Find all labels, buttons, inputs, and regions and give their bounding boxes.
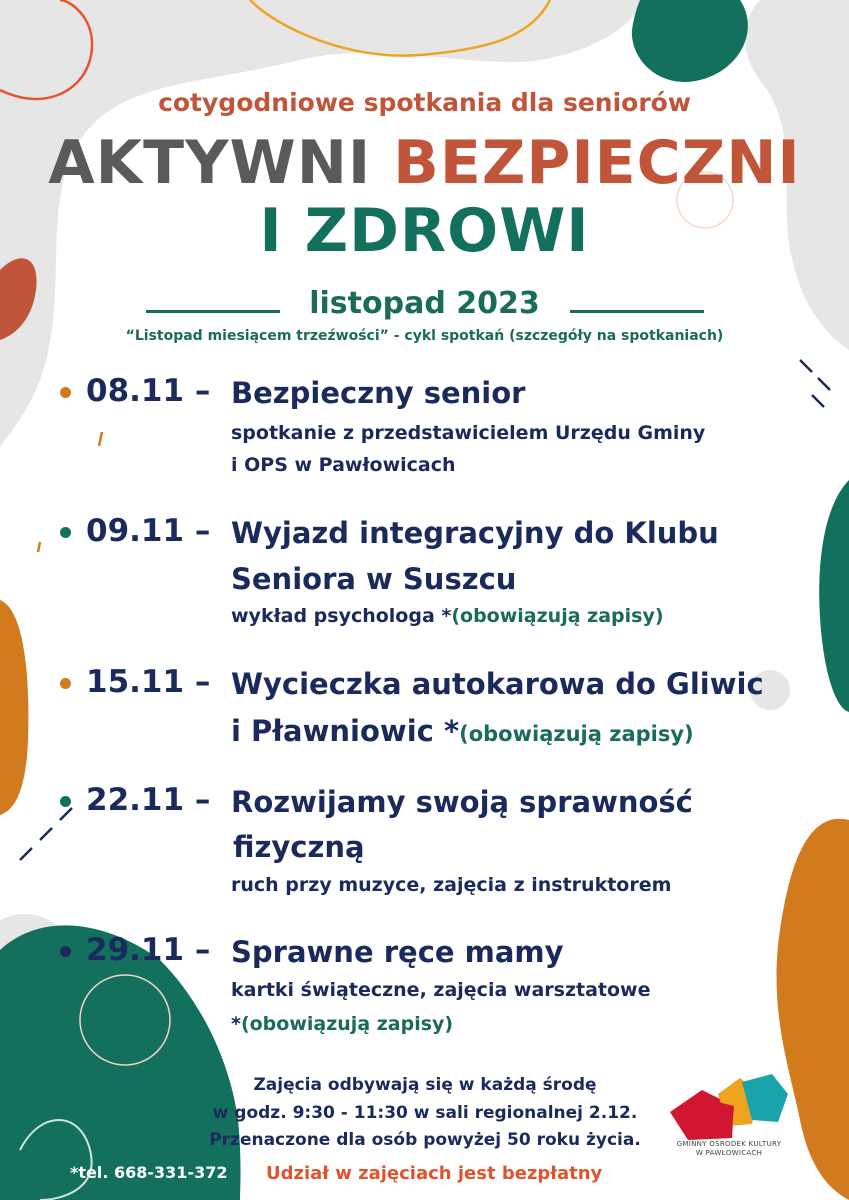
event-title: Sprawne ręce mamy [231, 935, 564, 969]
subtitle: cotygodniowe spotkania dla seniorów [158, 88, 691, 117]
signup-note: (obowiązują zapisy) [459, 722, 694, 746]
event-title: Bezpieczny senior [231, 376, 526, 410]
event-bullet [60, 387, 71, 398]
event-date: 09.11 – [86, 513, 211, 549]
month-note: “Listopad miesiącem trzeźwości” - cykl spotkań (szczegóły na spotkaniach) [125, 328, 724, 344]
footer-line: w godz. 9:30 - 11:30 w sali regionalnej 2.12. [212, 1103, 638, 1123]
logo-caption-line: GMINNY OŚRODEK KULTURY [676, 1140, 782, 1148]
free-entry-note: Udział w zajęciach jest bezpłatny [266, 1163, 603, 1184]
footer-line: Przenaczone dla osób powyżej 50 roku życia. [209, 1130, 641, 1150]
event-title: Rozwijamy swoją sprawność [231, 785, 693, 819]
event-description: i OPS w Pawłowicach [231, 454, 456, 476]
event-bullet [60, 946, 71, 957]
logo-caption-line: W PAWŁOWICACH [695, 1149, 763, 1157]
event-title-text: i Pławniowic * [231, 714, 460, 748]
event-title: Wycieczka autokarowa do Gliwic [231, 667, 764, 701]
phone-number: *tel. 668-331-372 [70, 1163, 228, 1182]
event-title: Wyjazd integracyjny do Klubu [231, 516, 719, 550]
event-description [231, 1013, 453, 1035]
event-title: fizyczną [233, 830, 365, 864]
signup-note: (obowiązują zapisy) [240, 1013, 454, 1035]
title-line-2: I ZDROWI [259, 196, 590, 266]
title-word-bezpieczni: BEZPIECZNI [393, 128, 801, 198]
event-date: 29.11 – [86, 932, 211, 968]
footer-line: Zajęcia odbywają się w każdą środę [253, 1075, 597, 1095]
event-date: 22.11 – [86, 782, 211, 818]
month-label: listopad 2023 [309, 286, 540, 321]
event-description: ruch przy muzyce, zajęcia z instruktorem [231, 874, 672, 896]
event-title: Seniora w Suszcu [231, 562, 517, 596]
event-date: 08.11 – [86, 373, 211, 409]
main-title [0, 128, 849, 198]
event-bullet [60, 678, 71, 689]
event-description-text: wykład psychologa * [231, 605, 452, 627]
logo-caption [666, 1140, 792, 1158]
event-description: kartki świąteczne, zajęcia warsztatowe [231, 979, 651, 1001]
title-word-aktywni: AKTYWNI [48, 128, 372, 198]
event-bullet [60, 796, 71, 807]
signup-note: (obowiązują zapisy) [451, 605, 664, 627]
event-description [231, 605, 664, 627]
event-title [231, 714, 694, 748]
event-description: spotkanie z przedstawicielem Urzędu Gminy [231, 422, 706, 444]
asterisk: * [231, 1013, 241, 1035]
event-bullet [60, 527, 71, 538]
event-date: 15.11 – [86, 664, 211, 700]
